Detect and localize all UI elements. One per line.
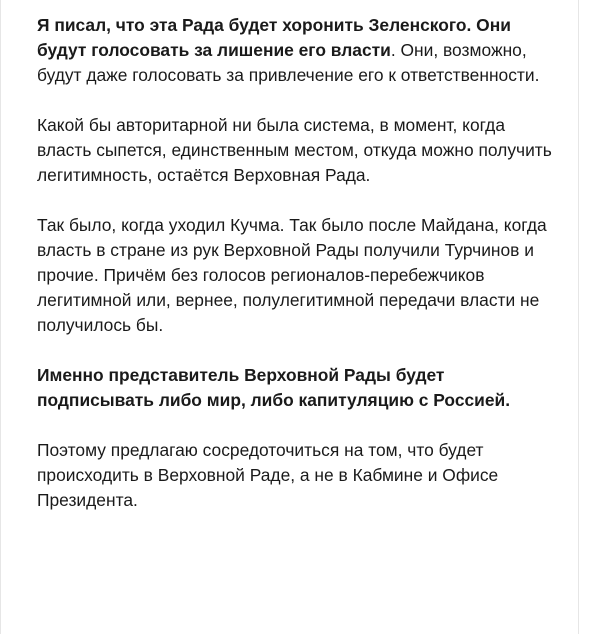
paragraph-2-text: Какой бы авторитарной ни была система, в момент, когда власть сыпется, единственным местом, откуда можно получить легитимность, остаётся Верховная Рада. xyxy=(37,115,552,185)
paragraph-1-text: . Они, возможно, будут даже голосовать за привлечение его к ответственности. xyxy=(37,40,540,85)
paragraph-5 xyxy=(37,438,557,513)
paragraph-2 xyxy=(37,113,557,188)
paragraph-3-text: Так было, когда уходил Кучма. Так было после Майдана, когда власть в стране из рук Верховной Рады получили Турчинов и прочие. Причём без голосов регионалов-перебежчиков легитимной или, вернее, полулегитимной передачи власти не получилось бы. xyxy=(37,215,547,335)
paragraph-5-text: Поэтому предлагаю сосредоточиться на том, что будет происходить в Верховной Раде, а не в Кабмине и Офисе Президента. xyxy=(37,440,499,510)
post-body xyxy=(37,13,557,538)
paragraph-3 xyxy=(37,213,557,338)
paragraph-1 xyxy=(37,13,557,88)
paragraph-4-bold-text: Именно представитель Верховной Рады будет подписывать либо мир, либо капитуляцию с Россией. xyxy=(37,365,511,410)
paragraph-4 xyxy=(37,363,557,413)
paragraph-1-bold-text: Я писал, что эта Рада будет хоронить Зеленского. Они будут голосовать за лишение его власти xyxy=(37,15,511,60)
